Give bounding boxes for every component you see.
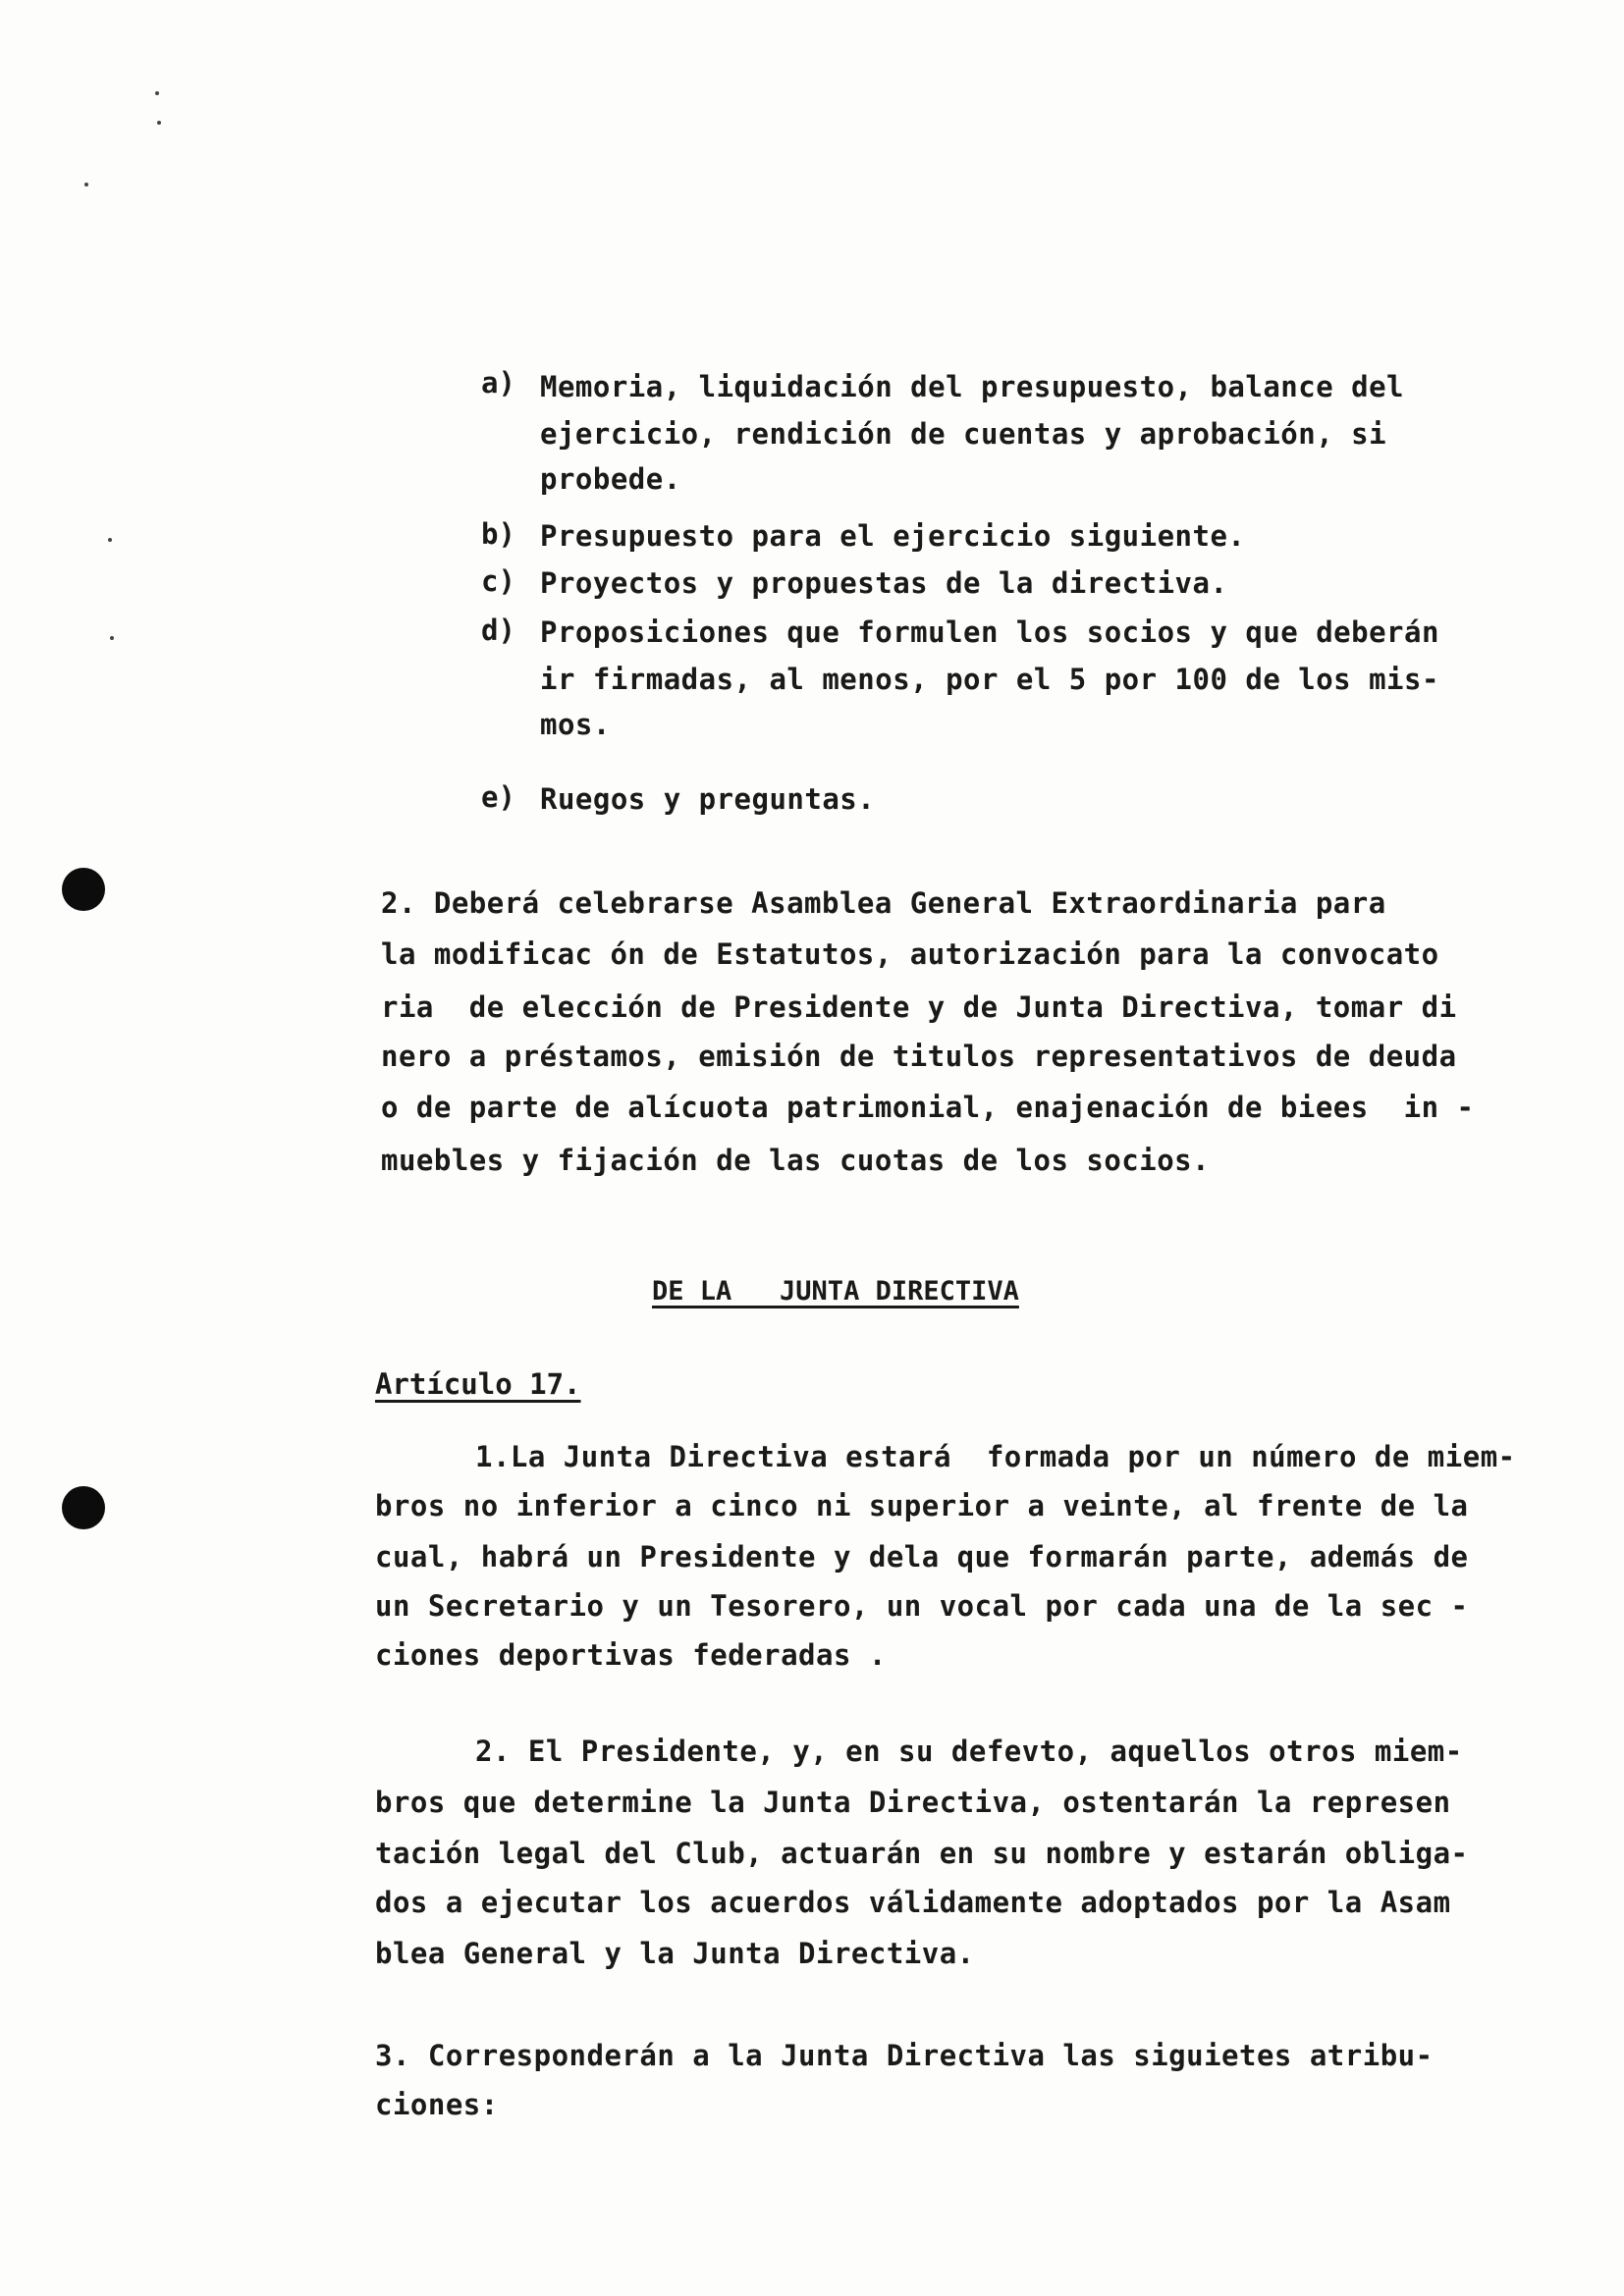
list-item-a-line-2: ejercicio, rendición de cuentas y aprobación, si [540, 417, 1387, 451]
article-para-1-line-5: ciones deportivas federadas . [375, 1638, 887, 1672]
paragraph-2-line-2: la modificac ón de Estatutos, autorización para la convocato [381, 937, 1439, 971]
speck [84, 183, 88, 187]
article-para-1-line-3: cual, habrá un Presidente y dela que formarán parte, además de [375, 1540, 1469, 1574]
list-item-d-line-2: ir firmadas, al menos, por el 5 por 100 de los mis- [540, 663, 1439, 696]
article-para-3-line-2: ciones: [375, 2088, 499, 2121]
article-para-2-line-5: blea General y la Junta Directiva. [375, 1937, 975, 1970]
article-heading: Artículo 17. [375, 1367, 581, 1401]
speck [110, 636, 114, 640]
section-heading: DE LA JUNTA DIRECTIVA [652, 1276, 1019, 1307]
article-para-3-line-1: 3. Corresponderán a la Junta Directiva las siguietes atribu- [375, 2039, 1434, 2072]
article-para-1-line-1: 1.La Junta Directiva estará formada por un número de miem- [475, 1440, 1516, 1473]
list-item-a-line-3: probede. [540, 462, 681, 496]
article-para-2-line-3: tación legal del Club, actuarán en su nombre y estarán obliga- [375, 1837, 1469, 1870]
paragraph-2-line-6: muebles y fijación de las cuotas de los socios. [381, 1144, 1211, 1177]
punch-hole-bottom [62, 1486, 105, 1529]
article-para-2-line-4: dos a ejecutar los acuerdos válidamente adoptados por la Asam [375, 1886, 1451, 1919]
paragraph-2-line-1: 2. Deberá celebrarse Asamblea General Extraordinaria para [381, 886, 1386, 920]
list-marker-e: e) [481, 780, 515, 814]
list-item-e-line-1: Ruegos y preguntas. [540, 782, 876, 816]
list-item-a-line-1: Memoria, liquidación del presupuesto, balance del [540, 370, 1405, 403]
list-marker-d: d) [481, 614, 515, 647]
list-marker-a: a) [481, 366, 515, 400]
list-marker-b: b) [481, 517, 515, 551]
list-marker-c: c) [481, 564, 515, 598]
article-para-2-line-1: 2. El Presidente, y, en su defevto, aquellos otros miem- [475, 1735, 1463, 1768]
article-para-2-line-2: bros que determine la Junta Directiva, ostentarán la represen [375, 1786, 1451, 1819]
speck [155, 91, 159, 95]
list-item-d-line-1: Proposiciones que formulen los socios y que deberán [540, 615, 1439, 649]
list-item-b-line-1: Presupuesto para el ejercicio siguiente. [540, 519, 1246, 553]
speck [157, 121, 161, 125]
paragraph-2-line-4: nero a préstamos, emisión de titulos representativos de deuda [381, 1040, 1457, 1073]
speck [108, 538, 112, 542]
list-item-d-line-3: mos. [540, 708, 611, 741]
paragraph-2-line-3: ria de elección de Presidente y de Junta Directiva, tomar di [381, 990, 1457, 1024]
article-para-1-line-4: un Secretario y un Tesorero, un vocal por cada una de la sec - [375, 1589, 1469, 1623]
article-para-1-line-2: bros no inferior a cinco ni superior a veinte, al frente de la [375, 1489, 1469, 1522]
paragraph-2-line-5: o de parte de alícuota patrimonial, enajenación de biees in - [381, 1091, 1475, 1124]
list-item-c-line-1: Proyectos y propuestas de la directiva. [540, 566, 1228, 600]
punch-hole-top [62, 868, 105, 911]
